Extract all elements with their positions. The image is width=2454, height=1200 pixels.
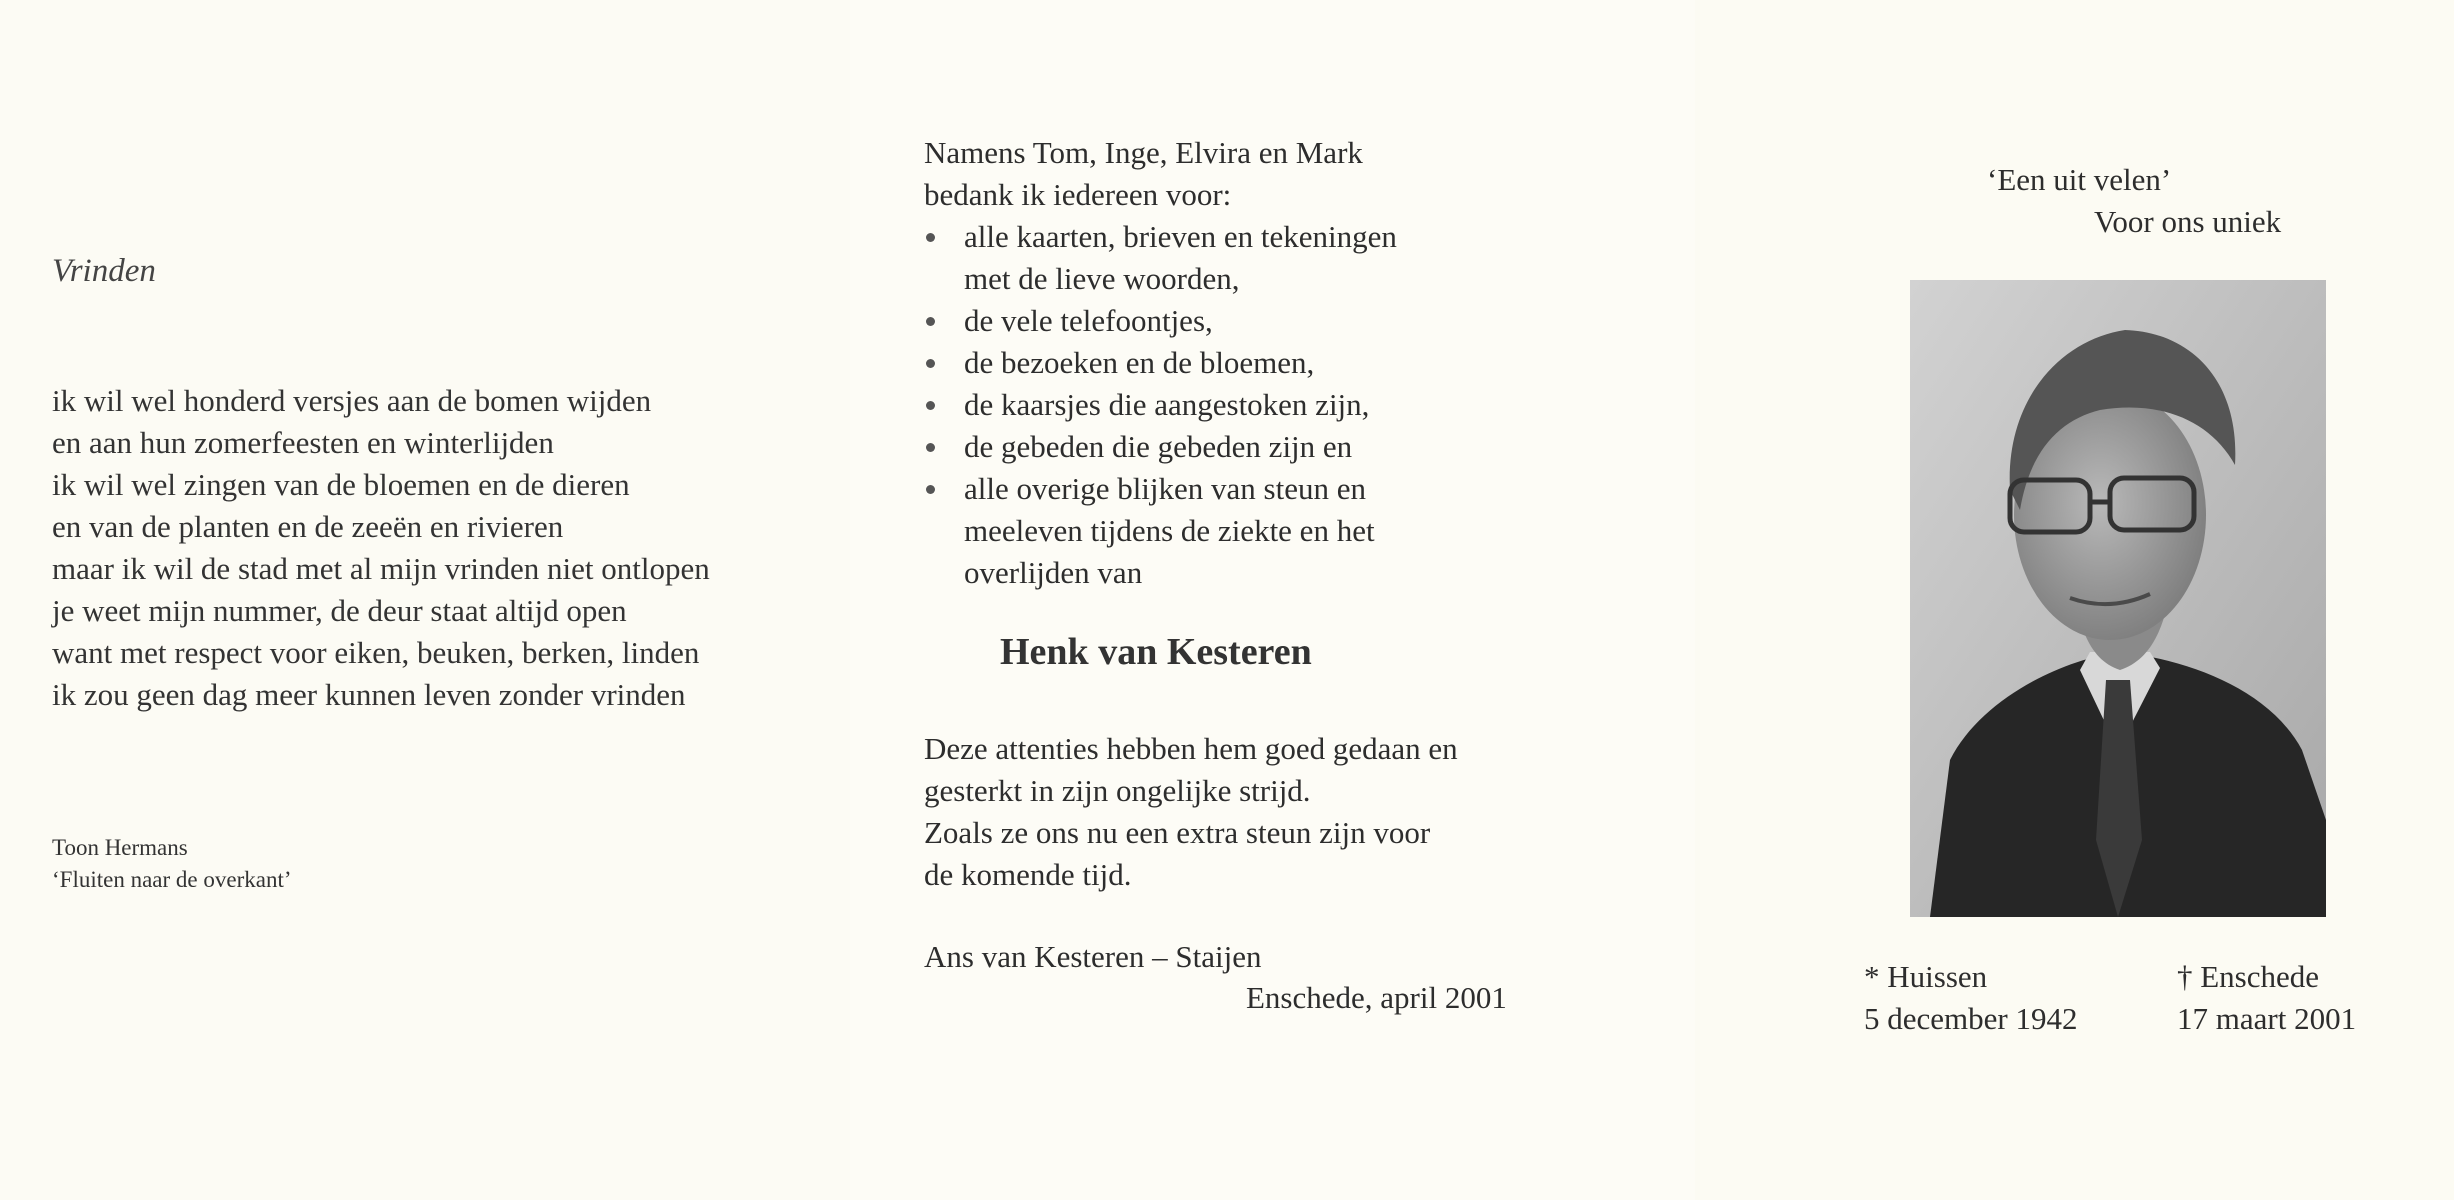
bullet-icon [926, 485, 935, 494]
list-item-text: meeleven tijdens de ziekte en het [964, 513, 1375, 548]
thanks-line: Zoals ze ons nu een extra steun zijn voor [924, 815, 1431, 850]
thanks-line: Deze attenties hebben hem goed gedaan en [924, 731, 1458, 766]
poem-line: en aan hun zomerfeesten en winterlijden [52, 425, 554, 460]
intro-line: bedank ik iedereen voor: [924, 177, 1232, 212]
thanks-intro [924, 132, 1397, 594]
intro-line: Namens Tom, Inge, Elvira en Mark [924, 135, 1363, 170]
list-item-text: de gebeden die gebeden zijn en [964, 429, 1353, 464]
list-item [924, 216, 1397, 300]
bullet-icon [926, 317, 935, 326]
poem-line: en van de planten en de zeeën en rivieren [52, 509, 564, 544]
poem-line: ik wil wel honderd versjes aan de bomen wijden [52, 383, 652, 418]
poem-title: Vrinden [52, 253, 156, 289]
poem [52, 380, 710, 716]
list-item-text: met de lieve woorden, [964, 261, 1240, 296]
bullet-icon [926, 359, 935, 368]
birth-date: 5 december 1942 [1864, 1001, 2078, 1036]
poem-line: maar ik wil de stad met al mijn vrinden niet ontlopen [52, 551, 710, 586]
signer: Ans van Kesteren – Staijen [924, 939, 1262, 974]
thanks-line: gesterkt in zijn ongelijke strijd. [924, 773, 1311, 808]
list-item-text: overlijden van [964, 555, 1143, 590]
death-info [2177, 956, 2356, 1040]
list-item [924, 468, 1397, 594]
list-item-text: de vele telefoontjes, [964, 303, 1213, 338]
bullet-icon [926, 443, 935, 452]
quote-line-2: Voor ons uniek [2094, 204, 2282, 239]
birth-place: * Huissen [1864, 959, 1988, 994]
birth-info [1864, 956, 2077, 1040]
thanks-list [924, 216, 1397, 594]
list-item [924, 384, 1397, 426]
list-item-text: de bezoeken en de bloemen, [964, 345, 1315, 380]
poem-line: ik wil wel zingen van de bloemen en de dieren [52, 467, 630, 502]
poem-line: want met respect voor eiken, beuken, berken, linden [52, 635, 700, 670]
list-item-text: alle kaarten, brieven en tekeningen [964, 219, 1397, 254]
poem-author: Toon Hermans [52, 835, 188, 860]
portrait-image [1910, 280, 2326, 917]
poem-credit [52, 832, 292, 896]
portrait-photo [1910, 280, 2326, 917]
bullet-icon [926, 233, 935, 242]
poem-line: je weet mijn nummer, de deur staat altijd open [52, 593, 627, 628]
list-item [924, 426, 1397, 468]
poem-source: ‘Fluiten naar de overkant’ [52, 867, 292, 892]
list-item-text: alle overige blijken van steun en [964, 471, 1367, 506]
quote-line-1: ‘Een uit velen’ [1987, 162, 2172, 197]
death-date: 17 maart 2001 [2177, 1001, 2357, 1036]
list-item [924, 300, 1397, 342]
list-item-text: de kaarsjes die aangestoken zijn, [964, 387, 1370, 422]
list-item [924, 342, 1397, 384]
thanks-line: de komende tijd. [924, 857, 1132, 892]
bullet-icon [926, 401, 935, 410]
place-date: Enschede, april 2001 [1246, 980, 1507, 1015]
poem-line: ik zou geen dag meer kunnen leven zonder vrinden [52, 677, 686, 712]
deceased-name: Henk van Kesteren [1000, 631, 1312, 673]
thanks-paragraph [924, 728, 1458, 896]
death-place: † Enschede [2177, 959, 2320, 994]
